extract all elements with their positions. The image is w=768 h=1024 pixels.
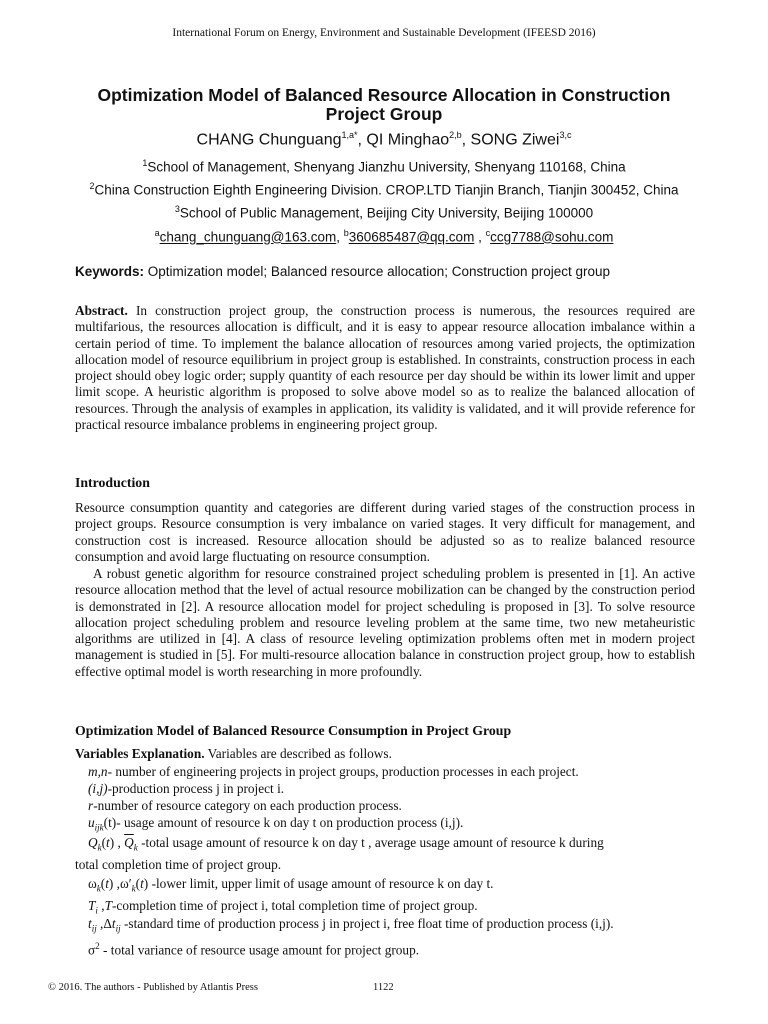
affiliation-1: $^1$School of Management, Shenyang Jianzhu University, Shenyang 110168, China bbox=[142, 158, 626, 175]
email-link[interactable]: chang_chunguang@163.com bbox=[159, 229, 337, 245]
variables-explanation bbox=[75, 746, 392, 762]
affiliation-3: $^3$School of Public Management, Beijing City University, Beijing 100000 bbox=[174, 204, 594, 221]
keywords bbox=[75, 264, 610, 279]
page-number: 1122 bbox=[373, 982, 394, 993]
author-name: QI Minghao bbox=[366, 131, 450, 149]
paper-title: Optimization Model of Balanced Resource Allocation in Construction Project Group bbox=[97, 85, 671, 124]
author-sup: 2,b bbox=[449, 130, 462, 140]
section-heading-introduction: Introduction bbox=[75, 475, 150, 490]
variable-mn: m,n- number of engineering projects in project groups, production processes in each project. bbox=[88, 764, 579, 779]
affiliation-2: $^2$China Construction Eighth Engineering Division. CROP.LTD Tianjin Branch, Tianjin 300452, China bbox=[89, 181, 679, 198]
author-sup: 3,c bbox=[559, 130, 572, 140]
variable-omega: $\omega_k(t)$ $,\omega'_k(t)$ -lower limit, upper limit of usage amount of resource k on day t. bbox=[88, 876, 494, 894]
author-name: SONG Ziwei bbox=[470, 131, 560, 149]
author-sup: 1,a* bbox=[341, 130, 358, 140]
conference-header: International Forum on Energy, Environment and Sustainable Development (IFEESD 2016) bbox=[172, 27, 596, 39]
author-list: CHANG Chunguang$^{1,a*}$, QI Minghao$^{2,b}$, SONG Ziwei$^{3,c}$ bbox=[196, 130, 572, 149]
abstract bbox=[75, 303, 695, 433]
intro-paragraph-2: A robust genetic algorithm for resource constrained project scheduling problem is presented in [1]. An active resource allocation method that the level of actual resource mobilization can be changed by the construction period is demonstrated in [2]. A resource allocation model for project scheduling is proposed in [3]. To solve resource allocation project scheduling problem and resource leveling problem at the same time, two new metaheuristic algorithms are utilized in [4]. A class of resource leveling optimization problems often met in modern project management is studied in [5]. For multi-resource allocation balance in construction project group, how to establish effective optimal model is worth researching in more profoundly. bbox=[75, 566, 695, 679]
section-heading-model: Optimization Model of Balanced Resource Consumption in Project Group bbox=[75, 723, 512, 738]
variable-t: $T_i$ ,T-completion time of project i, total completion time of project group. bbox=[88, 898, 478, 916]
abstract-text: In construction project group, the construction process is numerous, the resources required are multifarious, the resources allocation is difficult, and it is easy to appear resource allocation imbalance within a certain period of time. To implement the balance allocation of resources among varied projects, the optimization allocation model of resource equilibrium in project group is established. In constraints, construction process in each project should obey logic order; supply quantity of each resource per day should be within its lower limit and upper limit scope. A heuristic algorithm is proposed to solve above model so as to realize the balanced allocation of resources. Through the analysis of examples in application, its validity is validated, and it will provide reference for practical resource imbalance problems in engineering project group. bbox=[75, 303, 696, 433]
author-name: CHANG Chunguang bbox=[196, 131, 342, 149]
intro-paragraph-1: Resource consumption quantity and categories are different during varied stages of the construction process in project groups. Resource consumption is very imbalance on varied stages. It very difficult for management, and construction cost is increased. Resource allocation should be adjusted so as to realize balanced resource consumption and avoid large fluctuating on resource consumption. bbox=[75, 500, 695, 564]
variable-q-continued: total completion time of project group. bbox=[75, 857, 282, 872]
variable-sigma: $\sigma^2$ - total variance of resource usage amount for project group. bbox=[88, 941, 420, 958]
variable-ij: (i,j)-production process j in project i. bbox=[88, 781, 285, 796]
variables-label: Variables Explanation. bbox=[75, 746, 205, 761]
variable-tij: $t_{ij}$ $,\Delta t_{ij}$ -standard time of production process j in project i, free float time of production process (i,j). bbox=[88, 916, 614, 934]
variable-u: $u_{ijk}(t)-$ usage amount of resource k on day t on production process (i,j). bbox=[88, 815, 464, 833]
email-link[interactable]: 360685487@qq.com bbox=[348, 229, 475, 245]
variable-q: $Q_k(t)$ , $\overline{Q}_k$ -total usage amount of resource k on day t , average usage amount of resource k during bbox=[88, 835, 604, 853]
email-link[interactable]: ccg7788@sohu.com bbox=[490, 229, 614, 245]
copyright-footer: © 2016. The authors - Published by Atlantis Press bbox=[48, 982, 258, 993]
variables-intro: Variables are described as follows. bbox=[207, 746, 392, 761]
email-list: $^a$chang_chunguang@163.com, $^b$360685487@qq.com , $^c$ccg7788@sohu.com bbox=[154, 228, 614, 245]
keywords-label: Keywords: bbox=[75, 264, 145, 279]
abstract-label: Abstract. bbox=[75, 303, 128, 318]
variable-r: r-number of resource category on each production process. bbox=[88, 798, 402, 813]
keywords-text: Optimization model; Balanced resource allocation; Construction project group bbox=[147, 264, 611, 279]
